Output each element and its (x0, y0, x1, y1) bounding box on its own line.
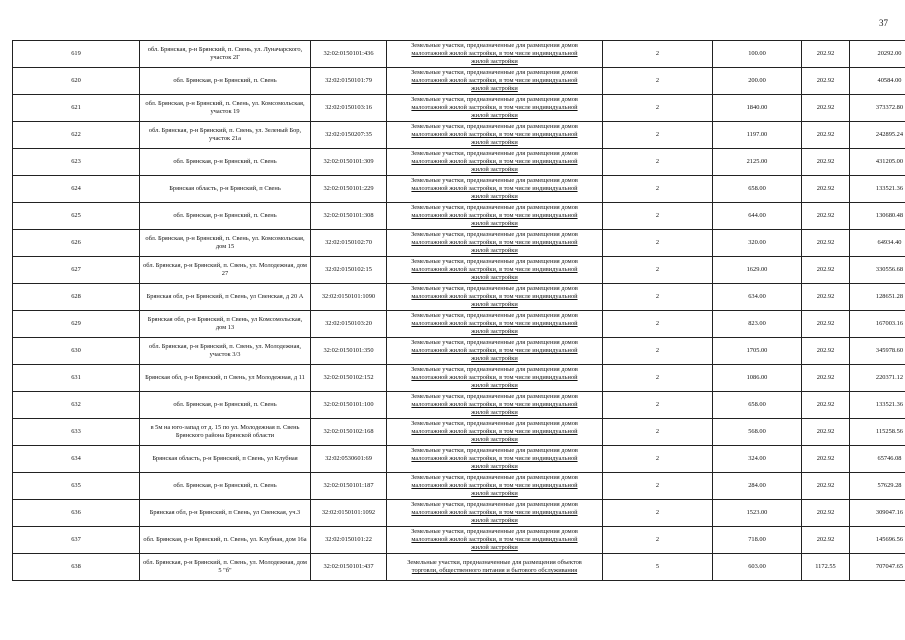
rate-cell: 202.92 (802, 473, 850, 500)
row-number-cell: 623 (13, 149, 140, 176)
permitted-use-line: торговли, общественного питания и бытового обслуживания (411, 567, 578, 574)
permitted-use-line: малоэтажной жилой застройки, в том числе индивидуальной (411, 347, 578, 354)
cadastral-value-cell: 130680.48 (850, 203, 905, 230)
cadastral-number-cell: 32:02:0150101:187 (311, 473, 387, 500)
cadastral-value-cell: 40584.00 (850, 68, 905, 95)
permitted-use-line: Земельные участки, предназначенные для размещения домов (411, 420, 578, 427)
area-cell: 603.00 (713, 554, 802, 581)
rate-cell: 202.92 (802, 176, 850, 203)
category-cell: 2 (603, 392, 713, 419)
permitted-use-line: жилой застройки (471, 112, 518, 119)
rate-cell: 202.92 (802, 122, 850, 149)
row-number-cell: 633 (13, 419, 140, 446)
rate-cell: 202.92 (802, 95, 850, 122)
cadastral-number-cell: 32:02:0150101:229 (311, 176, 387, 203)
row-number-cell: 628 (13, 284, 140, 311)
permitted-use-line: жилой застройки (471, 355, 518, 362)
cadastral-value-cell: 115258.56 (850, 419, 905, 446)
cadastral-number-cell: 32:02:0150101:22 (311, 527, 387, 554)
permitted-use-line: жилой застройки (471, 193, 518, 200)
cadastral-number-cell: 32:02:0150101:1092 (311, 500, 387, 527)
row-number-cell: 619 (13, 41, 140, 68)
permitted-use-line: малоэтажной жилой застройки, в том числе индивидуальной (411, 266, 578, 273)
permitted-use-line: жилой застройки (471, 220, 518, 227)
area-cell: 1523.00 (713, 500, 802, 527)
cadastral-number-cell: 32:02:0150101:79 (311, 68, 387, 95)
cadastral-value-cell: 57629.28 (850, 473, 905, 500)
area-cell: 200.00 (713, 68, 802, 95)
permitted-use-cell (387, 554, 603, 581)
area-cell: 1705.00 (713, 338, 802, 365)
address-cell: обл. Брянская, р-н Брянский, п. Свень, ул. Клубная, дом 16а (140, 527, 311, 554)
permitted-use-cell (387, 365, 603, 392)
table-row (13, 203, 905, 230)
permitted-use-line: малоэтажной жилой застройки, в том числе индивидуальной (411, 455, 578, 462)
permitted-use-line: Земельные участки, предназначенные для размещения домов (411, 231, 578, 238)
row-number-cell: 632 (13, 392, 140, 419)
cadastral-value-cell: 145696.56 (850, 527, 905, 554)
cadastral-number-cell: 32:02:0150102:168 (311, 419, 387, 446)
cadastral-number-cell: 32:02:0150102:15 (311, 257, 387, 284)
permitted-use-line: малоэтажной жилой застройки, в том числе индивидуальной (411, 131, 578, 138)
table-row (13, 500, 905, 527)
cadastral-value-cell: 220371.12 (850, 365, 905, 392)
address-cell: обл. Брянская, р-н Брянский, п. Свень, ул. Молодежная, участок 3/3 (140, 338, 311, 365)
address-cell: Брянская обл, р-н Брянский, п Свень, ул Свенская, д 20 А (140, 284, 311, 311)
area-cell: 718.00 (713, 527, 802, 554)
area-cell: 1197.00 (713, 122, 802, 149)
permitted-use-line: Земельные участки, предназначенные для размещения домов (411, 312, 578, 319)
permitted-use-line: Земельные участки, предназначенные для размещения домов (411, 258, 578, 265)
permitted-use-cell (387, 230, 603, 257)
table-row (13, 149, 905, 176)
address-cell: обл. Брянская, р-н Брянский, п. Свень, ул. Молодежная, дом 5 "б" (140, 554, 311, 581)
rate-cell: 202.92 (802, 41, 850, 68)
cadastral-number-cell: 32:02:0150101:437 (311, 554, 387, 581)
permitted-use-line: жилой застройки (471, 139, 518, 146)
rate-cell: 202.92 (802, 365, 850, 392)
permitted-use-line: малоэтажной жилой застройки, в том числе индивидуальной (411, 428, 578, 435)
permitted-use-line: жилой застройки (471, 301, 518, 308)
permitted-use-line: Земельные участки, предназначенные для размещения домов (411, 204, 578, 211)
permitted-use-line: жилой застройки (471, 517, 518, 524)
address-cell: обл. Брянская, р-н Брянский, п. Свень, ул. Комсомольская, участок 19 (140, 95, 311, 122)
row-number-cell: 636 (13, 500, 140, 527)
permitted-use-line: Земельные участки, предназначенные для размещения домов (411, 177, 578, 184)
permitted-use-cell (387, 203, 603, 230)
area-cell: 634.00 (713, 284, 802, 311)
category-cell: 2 (603, 41, 713, 68)
row-number-cell: 626 (13, 230, 140, 257)
permitted-use-line: жилой застройки (471, 490, 518, 497)
cadastral-value-cell: 373372.80 (850, 95, 905, 122)
permitted-use-line: малоэтажной жилой застройки, в том числе индивидуальной (411, 509, 578, 516)
address-cell: обл. Брянская, р-н Брянский, п. Свень (140, 473, 311, 500)
address-cell: обл. Брянская, р-н Брянский, п. Свень, ул. Комсомольская, дом 15 (140, 230, 311, 257)
permitted-use-cell (387, 527, 603, 554)
permitted-use-line: жилой застройки (471, 85, 518, 92)
row-number-cell: 638 (13, 554, 140, 581)
cadastral-number-cell: 32:02:0150101:350 (311, 338, 387, 365)
category-cell: 5 (603, 554, 713, 581)
permitted-use-line: Земельные участки, предназначенные для размещения домов (411, 366, 578, 373)
cadastral-value-cell: 64934.40 (850, 230, 905, 257)
permitted-use-cell (387, 149, 603, 176)
category-cell: 2 (603, 95, 713, 122)
permitted-use-cell (387, 446, 603, 473)
rate-cell: 202.92 (802, 500, 850, 527)
row-number-cell: 635 (13, 473, 140, 500)
row-number-cell: 634 (13, 446, 140, 473)
table-row (13, 338, 905, 365)
table-row (13, 527, 905, 554)
table-row (13, 392, 905, 419)
table-row (13, 176, 905, 203)
row-number-cell: 625 (13, 203, 140, 230)
permitted-use-line: жилой застройки (471, 247, 518, 254)
table-row (13, 95, 905, 122)
table-row (13, 41, 905, 68)
table-row (13, 284, 905, 311)
category-cell: 2 (603, 365, 713, 392)
category-cell: 2 (603, 419, 713, 446)
permitted-use-cell (387, 284, 603, 311)
permitted-use-cell (387, 176, 603, 203)
address-cell: в 5м на юго-запад от д. 15 по ул. Молодежная п. Свень Брянского района Брянской области (140, 419, 311, 446)
area-cell: 658.00 (713, 392, 802, 419)
cadastral-value-cell: 242895.24 (850, 122, 905, 149)
address-cell: Брянская обл, р-н Брянский, п Свень, ул Свенская, уч.3 (140, 500, 311, 527)
permitted-use-line: жилой застройки (471, 544, 518, 551)
table-row (13, 554, 905, 581)
permitted-use-line: малоэтажной жилой застройки, в том числе индивидуальной (411, 158, 578, 165)
area-cell: 1629.00 (713, 257, 802, 284)
permitted-use-line: Земельные участки, предназначенные для размещения домов (411, 393, 578, 400)
permitted-use-line: малоэтажной жилой застройки, в том числе индивидуальной (411, 320, 578, 327)
address-cell: обл. Брянская, р-н Брянский, п. Свень, ул. Молодежная, дом 27 (140, 257, 311, 284)
area-cell: 568.00 (713, 419, 802, 446)
category-cell: 2 (603, 176, 713, 203)
address-cell: Брянская область, р-н Брянский, п Свень (140, 176, 311, 203)
category-cell: 2 (603, 500, 713, 527)
category-cell: 2 (603, 68, 713, 95)
permitted-use-line: Земельные участки, предназначенные для размещения домов (411, 42, 578, 49)
permitted-use-line: Земельные участки, предназначенные для размещения домов (411, 528, 578, 535)
permitted-use-cell (387, 68, 603, 95)
permitted-use-cell (387, 392, 603, 419)
rate-cell: 202.92 (802, 68, 850, 95)
table-row (13, 122, 905, 149)
permitted-use-line: Земельные участки, предназначенные для размещения домов (411, 96, 578, 103)
permitted-use-line: Земельные участки, предназначенные для размещения домов (411, 285, 578, 292)
land-registry-table (12, 40, 905, 581)
rate-cell: 202.92 (802, 257, 850, 284)
area-cell: 644.00 (713, 203, 802, 230)
cadastral-number-cell: 32:02:0150207:35 (311, 122, 387, 149)
table-row (13, 419, 905, 446)
rate-cell: 202.92 (802, 203, 850, 230)
cadastral-value-cell: 133521.36 (850, 176, 905, 203)
area-cell: 324.00 (713, 446, 802, 473)
cadastral-value-cell: 167003.16 (850, 311, 905, 338)
cadastral-value-cell: 309047.16 (850, 500, 905, 527)
rate-cell: 202.92 (802, 419, 850, 446)
area-cell: 100.00 (713, 41, 802, 68)
address-cell: Брянская обл, р-н Брянский, п Свень, ул Комсомольская, дом 13 (140, 311, 311, 338)
row-number-cell: 630 (13, 338, 140, 365)
permitted-use-line: малоэтажной жилой застройки, в том числе индивидуальной (411, 50, 578, 57)
rate-cell: 202.92 (802, 284, 850, 311)
cadastral-number-cell: 32:02:0530601:69 (311, 446, 387, 473)
category-cell: 2 (603, 527, 713, 554)
cadastral-number-cell: 32:02:0150101:436 (311, 41, 387, 68)
row-number-cell: 631 (13, 365, 140, 392)
page-number: 37 (879, 18, 888, 28)
category-cell: 2 (603, 122, 713, 149)
cadastral-number-cell: 32:02:0150103:20 (311, 311, 387, 338)
address-cell: обл. Брянская, р-н Брянский, п. Свень (140, 68, 311, 95)
address-cell: обл. Брянская, р-н Брянский, п. Свень, ул. Луначарского, участок 2Г (140, 41, 311, 68)
permitted-use-cell (387, 419, 603, 446)
table-row (13, 68, 905, 95)
rate-cell: 202.92 (802, 149, 850, 176)
rate-cell: 1172.55 (802, 554, 850, 581)
category-cell: 2 (603, 473, 713, 500)
rate-cell: 202.92 (802, 338, 850, 365)
rate-cell: 202.92 (802, 446, 850, 473)
address-cell: обл. Брянская, р-н Брянский, п. Свень, ул. Зеленый Бор, участок 21а (140, 122, 311, 149)
category-cell: 2 (603, 257, 713, 284)
permitted-use-line: малоэтажной жилой застройки, в том числе индивидуальной (411, 239, 578, 246)
permitted-use-line: малоэтажной жилой застройки, в том числе индивидуальной (411, 482, 578, 489)
table-row (13, 230, 905, 257)
cadastral-number-cell: 32:02:0150101:1090 (311, 284, 387, 311)
area-cell: 320.00 (713, 230, 802, 257)
table-row (13, 311, 905, 338)
permitted-use-line: жилой застройки (471, 58, 518, 65)
category-cell: 2 (603, 149, 713, 176)
permitted-use-line: малоэтажной жилой застройки, в том числе индивидуальной (411, 401, 578, 408)
row-number-cell: 620 (13, 68, 140, 95)
rate-cell: 202.92 (802, 527, 850, 554)
permitted-use-line: Земельные участки, предназначенные для размещения домов (411, 123, 578, 130)
permitted-use-cell (387, 122, 603, 149)
area-cell: 658.00 (713, 176, 802, 203)
permitted-use-line: Земельные участки, предназначенные для размещения домов (411, 474, 578, 481)
permitted-use-cell (387, 338, 603, 365)
permitted-use-line: малоэтажной жилой застройки, в том числе индивидуальной (411, 104, 578, 111)
category-cell: 2 (603, 284, 713, 311)
permitted-use-cell (387, 311, 603, 338)
permitted-use-line: жилой застройки (471, 436, 518, 443)
category-cell: 2 (603, 203, 713, 230)
permitted-use-line: жилой застройки (471, 166, 518, 173)
permitted-use-line: Земельные участки, предназначенные для размещения домов (411, 501, 578, 508)
cadastral-number-cell: 32:02:0150101:100 (311, 392, 387, 419)
permitted-use-cell (387, 257, 603, 284)
table-row (13, 446, 905, 473)
permitted-use-line: Земельные участки, предназначенные для размещения домов (411, 69, 578, 76)
permitted-use-line: малоэтажной жилой застройки, в том числе индивидуальной (411, 536, 578, 543)
cadastral-number-cell: 32:02:0150102:152 (311, 365, 387, 392)
permitted-use-line: жилой застройки (471, 328, 518, 335)
area-cell: 2125.00 (713, 149, 802, 176)
table-body (13, 41, 905, 581)
cadastral-value-cell: 128651.28 (850, 284, 905, 311)
cadastral-number-cell: 32:02:0150101:308 (311, 203, 387, 230)
cadastral-value-cell: 133521.36 (850, 392, 905, 419)
row-number-cell: 629 (13, 311, 140, 338)
permitted-use-line: жилой застройки (471, 382, 518, 389)
table-row (13, 473, 905, 500)
permitted-use-line: малоэтажной жилой застройки, в том числе индивидуальной (411, 293, 578, 300)
row-number-cell: 622 (13, 122, 140, 149)
permitted-use-line: Земельные участки, предназначенные для размещения домов (411, 447, 578, 454)
area-cell: 823.00 (713, 311, 802, 338)
row-number-cell: 627 (13, 257, 140, 284)
permitted-use-line: Земельные участки, предназначенные для размещения объектов (407, 559, 582, 566)
cadastral-value-cell: 20292.00 (850, 41, 905, 68)
category-cell: 2 (603, 338, 713, 365)
permitted-use-cell (387, 95, 603, 122)
permitted-use-line: жилой застройки (471, 409, 518, 416)
table-row (13, 365, 905, 392)
address-cell: Брянская область, р-н Брянский, п Свень, ул Клубная (140, 446, 311, 473)
rate-cell: 202.92 (802, 311, 850, 338)
permitted-use-line: Земельные участки, предназначенные для размещения домов (411, 150, 578, 157)
category-cell: 2 (603, 311, 713, 338)
rate-cell: 202.92 (802, 230, 850, 257)
permitted-use-line: малоэтажной жилой застройки, в том числе индивидуальной (411, 212, 578, 219)
permitted-use-line: жилой застройки (471, 274, 518, 281)
permitted-use-line: малоэтажной жилой застройки, в том числе индивидуальной (411, 185, 578, 192)
row-number-cell: 624 (13, 176, 140, 203)
area-cell: 1086.00 (713, 365, 802, 392)
permitted-use-line: малоэтажной жилой застройки, в том числе индивидуальной (411, 77, 578, 84)
area-cell: 1840.00 (713, 95, 802, 122)
cadastral-value-cell: 431205.00 (850, 149, 905, 176)
permitted-use-line: малоэтажной жилой застройки, в том числе индивидуальной (411, 374, 578, 381)
table-row (13, 257, 905, 284)
cadastral-value-cell: 345978.60 (850, 338, 905, 365)
cadastral-number-cell: 32:02:0150103:16 (311, 95, 387, 122)
cadastral-value-cell: 330556.68 (850, 257, 905, 284)
cadastral-number-cell: 32:02:0150101:309 (311, 149, 387, 176)
permitted-use-cell (387, 473, 603, 500)
permitted-use-line: жилой застройки (471, 463, 518, 470)
row-number-cell: 621 (13, 95, 140, 122)
address-cell: Брянская обл, р-н Брянский, п Свень, ул Молодежная, д 11 (140, 365, 311, 392)
row-number-cell: 637 (13, 527, 140, 554)
cadastral-value-cell: 65746.08 (850, 446, 905, 473)
address-cell: обл. Брянская, р-н Брянский, п. Свень (140, 203, 311, 230)
category-cell: 2 (603, 230, 713, 257)
permitted-use-line: Земельные участки, предназначенные для размещения домов (411, 339, 578, 346)
area-cell: 284.00 (713, 473, 802, 500)
permitted-use-cell (387, 500, 603, 527)
category-cell: 2 (603, 446, 713, 473)
address-cell: обл. Брянская, р-н Брянский, п. Свень (140, 149, 311, 176)
cadastral-number-cell: 32:02:0150102:70 (311, 230, 387, 257)
cadastral-value-cell: 707047.65 (850, 554, 905, 581)
permitted-use-cell (387, 41, 603, 68)
rate-cell: 202.92 (802, 392, 850, 419)
address-cell: обл. Брянская, р-н Брянский, п. Свень (140, 392, 311, 419)
